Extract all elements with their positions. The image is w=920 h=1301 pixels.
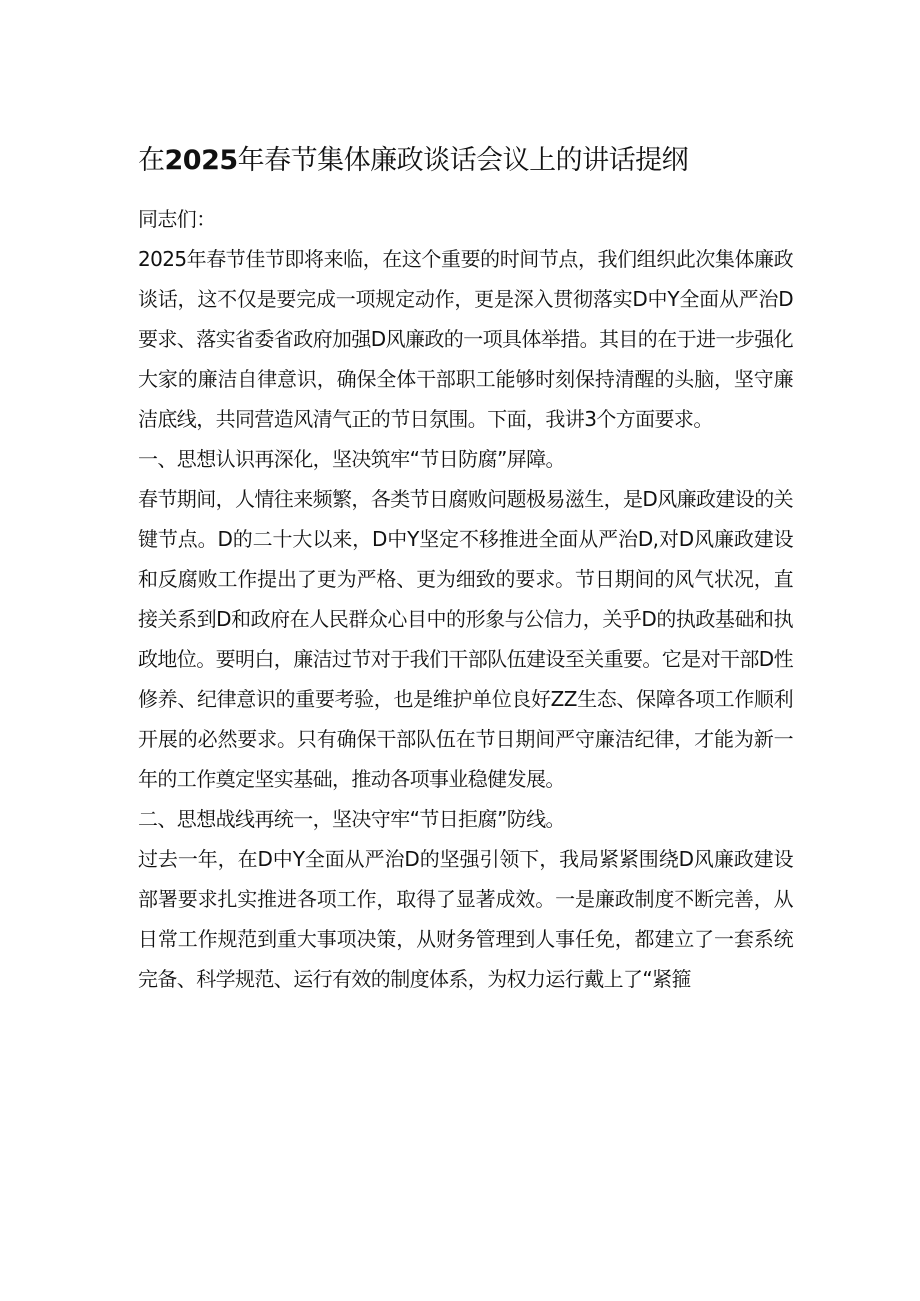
document-title (138, 141, 793, 181)
title-suffix: 年春节集体廉政谈话会议上的讲话提纲 (237, 145, 689, 176)
title-year: 2025 (164, 145, 238, 176)
section-1-paragraph: 春节期间，人情往来频繁，各类节日腐败问题极易滋生，是D风廉政建设的关键节点。D的二十大以来，D中Y坚定不移推进全面从严治D,对D风廉政建设和反腐败工作提出了更为严格、更为细致的要求。节日期间的风气状况，直接关系到D和政府在人民群众心目中的形象与公信力，关乎D的执政基础和执政地位。要明白，廉洁过节对于我们干部队伍建设至关重要。它是对干部D性修养、纪律意识的重要考验，也是维护单位良好ZZ生态、保障各项工作顺利开展的必然要求。只有确保干部队伍在节日期间严守廉洁纪律，才能为新一年的工作奠定坚实基础，推动各项事业稳健发展。 (138, 487, 794, 791)
salutation: 同志们： (138, 207, 216, 231)
section-2-paragraph: 过去一年，在D中Y全面从严治D的坚强引领下，我局紧紧围绕D风廉政建设部署要求扎实推进各项工作，取得了显著成效。一是廉政制度不断完善，从日常工作规范到重大事项决策，从财务管理到人事任免，都建立了一套系统完备、科学规范、运行有效的制度体系，为权力运行戴上了“紧箍 (138, 847, 793, 991)
document-body (138, 199, 793, 999)
intro-paragraph: 2025年春节佳节即将来临，在这个重要的时间节点，我们组织此次集体廉政谈话，这不仅是要完成一项规定动作，更是深入贯彻落实D中Y全面从严治D要求、落实省委省政府加强D风廉政的一项具体举措。其目的在于进一步强化大家的廉洁自律意识，确保全体干部职工能够时刻保持清醒的头脑，坚守廉洁底线，共同营造风清气正的节日氛围。下面，我讲3个方面要求。 (138, 247, 794, 431)
section-heading-2: 二、思想战线再统一，坚决守牢“节日拒腐”防线。 (138, 807, 565, 831)
title-prefix: 在 (138, 145, 165, 176)
section-heading-1: 一、思想认识再深化，坚决筑牢“节日防腐”屏障。 (138, 447, 565, 471)
